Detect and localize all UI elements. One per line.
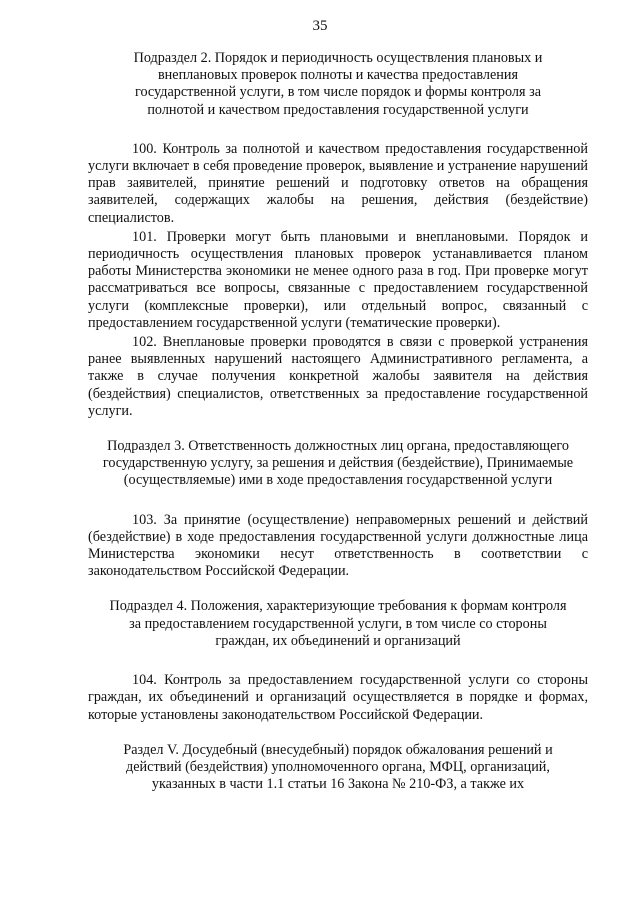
document-body <box>88 50 588 793</box>
section-heading: Подраздел 3. Ответственность должностных лиц органа, предоставляющего государственную услугу, за решения и действия (бездействие), Принимаемые (осуществляемые) ими в ходе предоставления государственной услуги <box>102 438 574 489</box>
paragraph-101: 101. Проверки могут быть плановыми и внеплановыми. Порядок и периодичность осуществления плановых проверок устанавливается планом работы Министерства экономики не менее одного раза в год. При проверке могут рассматриваться все вопросы, связанные с предоставлением государственной услуги (комплексные проверки), или отдельный вопрос, связанный с предоставлением государственной услуги (тематические проверки). <box>88 228 588 331</box>
paragraph-103: 103. За принятие (осуществление) неправомерных решений и действий (бездействие) в ходе предоставления государственной услуги должностные лица Министерства экономики несут ответственность в соответствии с законодательством Российской Федерации. <box>88 511 588 580</box>
paragraph-104: 104. Контроль за предоставлением государственной услуги со стороны граждан, их объединений и организаций осуществляется в порядке и формах, которые установлены законодательством Российской Федерации. <box>88 672 588 723</box>
section-heading: Подраздел 4. Положения, характеризующие требования к формам контроля за предоставлением государственной услуги, в том числе со стороны граждан, их объединений и организаций <box>109 598 567 649</box>
page-number: 35 <box>312 18 328 34</box>
paragraph-100: 100. Контроль за полнотой и качеством предоставления государственной услуги включает в себя проведение проверок, выявление и устранение нарушений прав заявителей, принятие решений и подготовку ответов на обращения заявителей, содержащих жалобы на решения, действия (бездействие) специалистов. <box>88 140 588 226</box>
section-heading: Раздел V. Досудебный (внесудебный) порядок обжалования решений и действий (бездействия) уполномоченного органа, МФЦ, организаций, указанных в части 1.1 статьи 16 Закона № 210-ФЗ, а также их <box>123 741 553 793</box>
section-heading: Подраздел 2. Порядок и периодичность осуществления плановых и внеплановых проверок полноты и качества предоставления государственной услуги, в том числе порядок и формы контроля за полнотой и качеством предоставления государственной услуги <box>133 50 543 118</box>
paragraph-102: 102. Внеплановые проверки проводятся в связи с проверкой устранения ранее выявленных нарушений настоящего Административного регламента, а также в случае получения конкретной жалобы заявителя на действия (бездействия) специалистов, ответственных за предоставление государственной услуги. <box>88 334 588 419</box>
